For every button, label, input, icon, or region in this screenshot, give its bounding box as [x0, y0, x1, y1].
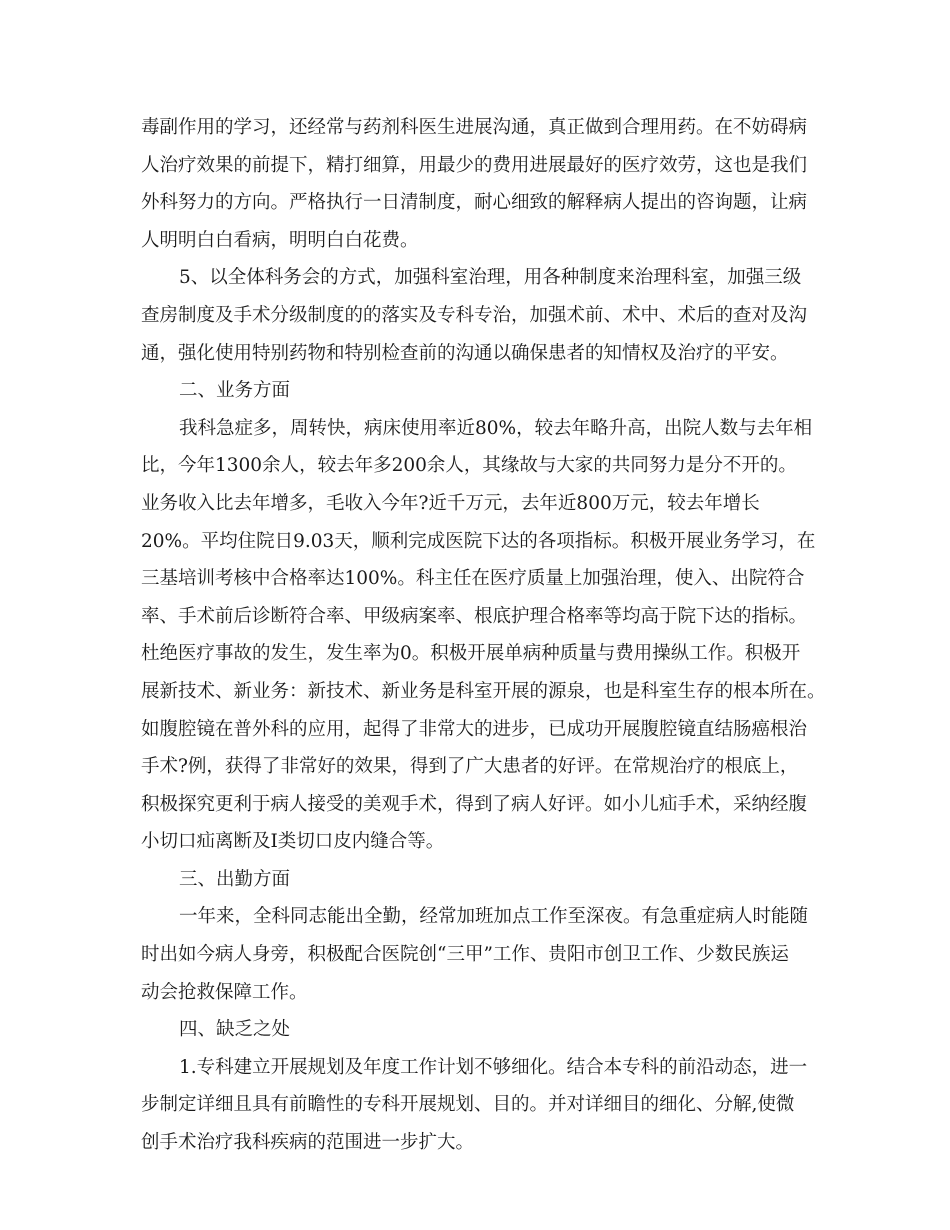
text-line: 通，强化使用特别药物和特别检查前的沟通以确保患者的知情权及治疗的平安。 — [141, 342, 789, 364]
section-heading — [141, 861, 821, 899]
text-line: 查房制度及手术分级制度的的落实及专科专治，加强术前、术中、术后的查对及沟 — [141, 304, 808, 326]
document-body — [141, 109, 826, 1162]
text-line: 1.专科建立开展规划及年度工作计划不够细化。结合本专科的前沿动态，进一 — [179, 1056, 808, 1078]
text-line: 一年来，全科同志能出全勤，经常加班加点工作至深夜。有急重症病人时能随 — [179, 906, 809, 928]
text-line: 20%。平均住院日9.03天，顺利完成医院下达的各项指标。积极开展业务学习，在 — [141, 530, 816, 552]
text-line: 人明明白白看病，明明白白花费。 — [141, 229, 419, 251]
text-line: 创手术治疗我科疾病的范围进一步扩大。 — [141, 1132, 475, 1154]
text-line: 三基培训考核中合格率达100%。科主任在医疗质量上加强治理，使入、出院符合 — [141, 568, 805, 590]
section-heading — [141, 1011, 821, 1049]
text-line: 步制定详细且具有前瞻性的专科开展规划、目的。并对详细目的细化、分解,使微 — [141, 1094, 795, 1116]
text-line: 我科急症多，周转快，病床使用率近80%，较去年略升高，出院人数与去年相 — [179, 417, 813, 439]
text-line: 毒副作用的学习，还经常与药剂科医生进展沟通，真正做到合理用药。在不妨碍病 — [141, 117, 808, 138]
text-line: 动会抢救保障工作。 — [141, 981, 308, 1003]
section-heading — [141, 372, 821, 410]
text-line: 5、以全体科务会的方式，加强科室治理，用各种制度来治理科室，加强三级 — [179, 267, 802, 289]
text-line: 杜绝医疗事故的发生，发生率为0。积极开展单病种质量与费用操纵工作。积极开 — [141, 643, 801, 665]
paragraph — [141, 259, 821, 372]
text-line: 业务收入比去年增多，毛收入今年?近千万元，去年近800万元，较去年增长 — [141, 492, 760, 514]
text-line: 积极探究更利于病人接受的美观手术，得到了病人好评。如小儿疝手术，采纳经腹 — [141, 793, 808, 815]
text-line: 展新技术、新业务：新技术、新业务是科室开展的源泉，也是科室生存的根本所在。 — [141, 680, 826, 702]
paragraph — [141, 898, 821, 1011]
text-line: 二、业务方面 — [179, 380, 291, 402]
text-line: 比，今年1300余人，较去年多200余人，其缘故与大家的共同努力是分不开的。 — [141, 455, 797, 477]
text-line: 外科努力的方向。严格执行一日清制度，耐心细致的解释病人提出的咨询题，让病 — [141, 192, 808, 214]
paragraph — [141, 410, 826, 861]
text-line: 如腹腔镜在普外科的应用，起得了非常大的进步，已成功开展腹腔镜直结肠癌根治 — [141, 718, 808, 740]
text-line: 三、出勤方面 — [179, 868, 291, 890]
text-line: 人治疗效果的前提下，精打细算，用最少的费用进展最好的医疗效劳，这也是我们 — [141, 154, 808, 176]
text-line: 时出如今病人身旁，积极配合医院创“三甲”工作、贵阳市创卫工作、少数民族运 — [141, 944, 789, 966]
text-line: 小切口疝离断及I类切口皮内缝合等。 — [141, 831, 445, 853]
text-line: 手术?例，获得了非常好的效果，得到了广大患者的好评。在常规治疗的根底上， — [141, 756, 799, 778]
paragraph — [141, 109, 821, 259]
paragraph — [141, 1049, 821, 1162]
text-line: 率、手术前后诊断符合率、甲级病案率、根底护理合格率等均高于院下达的指标。 — [141, 605, 808, 627]
text-line: 四、缺乏之处 — [179, 1019, 291, 1041]
